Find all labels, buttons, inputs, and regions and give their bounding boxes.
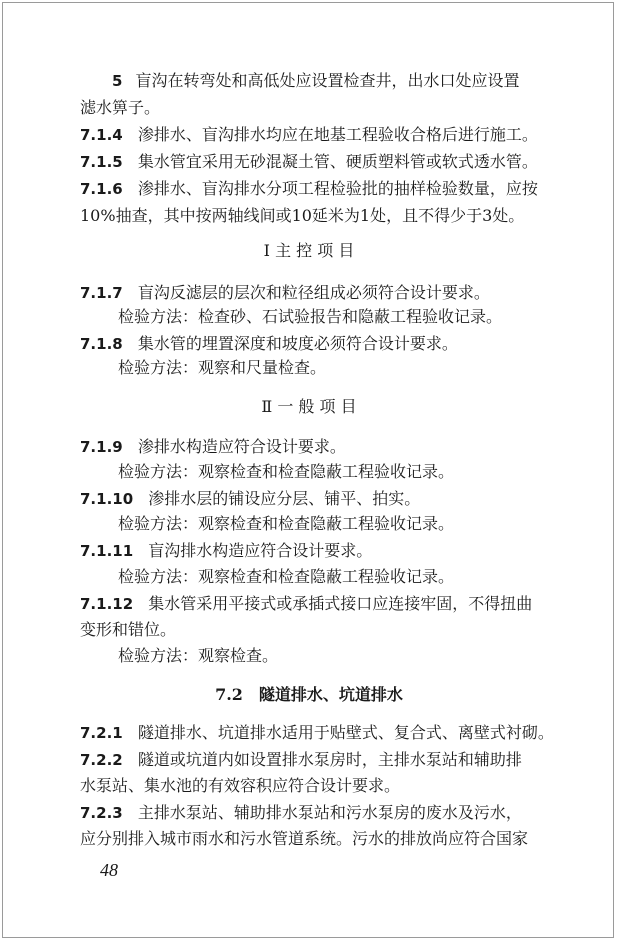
clause-text: 集水管宜采用无砂混凝土管、硬质塑料管或软式透水管。 <box>137 152 538 171</box>
inspection-method: 检验方法：观察检查和检查隐蔽工程验收记录。 <box>118 514 455 533</box>
item-number: 5 <box>112 72 123 90</box>
inspection-method: 检验方法：观察检查和检查隐蔽工程验收记录。 <box>118 567 455 586</box>
inspection-method: 检验方法：观察检查和检查隐蔽工程验收记录。 <box>118 462 455 481</box>
clause-number: 7.1.6 <box>80 180 123 198</box>
clause-text: 隧道或坑道内如设置排水泵房时，主排水泵站和辅助排 <box>137 750 522 769</box>
clause-text: 渗排水层的铺设应分层、铺平、拍实。 <box>148 489 421 508</box>
heading-general: Ⅱ 一 般 项 目 <box>261 397 357 416</box>
clause-7-1-10 <box>80 488 420 510</box>
clause-text: 集水管的埋置深度和坡度必须符合设计要求。 <box>137 334 458 353</box>
inspection-method: 检验方法：观察和尺量检查。 <box>118 358 327 377</box>
inspection-method: 检验方法：观察检查。 <box>118 646 279 665</box>
clause-text: 盲沟反滤层的层次和粒径组成必须符合设计要求。 <box>137 283 490 302</box>
clause-7-1-9 <box>80 436 346 458</box>
clause-number: 7.2.1 <box>80 724 123 742</box>
clause-item-5 <box>112 70 520 92</box>
clause-7-2-1 <box>80 722 554 744</box>
clause-number: 7.2.2 <box>80 751 123 769</box>
clause-number: 7.1.9 <box>80 438 123 456</box>
inspection-method: 检验方法：检查砂、石试验报告和隐蔽工程验收记录。 <box>118 307 503 326</box>
clause-text-cont: 变形和错位。 <box>80 620 177 639</box>
clause-7-1-5 <box>80 151 538 173</box>
clause-7-2-3 <box>80 802 522 824</box>
clause-text: 主排水泵站、辅助排水泵站和污水泵房的废水及污水， <box>137 803 522 822</box>
clause-number: 7.1.10 <box>80 490 134 508</box>
clause-text: 盲沟排水构造应符合设计要求。 <box>148 541 373 560</box>
clause-7-1-12 <box>80 593 532 615</box>
clause-number: 7.1.8 <box>80 335 123 353</box>
clause-7-1-7 <box>80 282 490 304</box>
clause-text: 集水管采用平接式或承插式接口应连接牢固，不得扭曲 <box>148 594 533 613</box>
clause-text: 隧道排水、坑道排水适用于贴壁式、复合式、离壁式衬砌。 <box>137 723 554 742</box>
clause-7-1-6 <box>80 178 538 200</box>
clause-number: 7.1.11 <box>80 542 134 560</box>
clause-7-2-2 <box>80 749 522 771</box>
clause-number: 7.1.7 <box>80 284 123 302</box>
clause-number: 7.1.4 <box>80 126 123 144</box>
clause-text: 渗排水、盲沟排水分项工程检验批的抽样检验数量，应按 <box>137 179 538 198</box>
page-number: 48 <box>100 860 118 880</box>
clause-number: 7.2.3 <box>80 804 123 822</box>
clause-7-1-4 <box>80 124 538 146</box>
clause-number: 7.1.12 <box>80 595 134 613</box>
clause-text-cont: 10%抽查，其中按两轴线间或10延米为1处，且不得少于3处。 <box>80 206 525 225</box>
clause-text-cont: 水泵站、集水池的有效容积应符合设计要求。 <box>80 776 401 795</box>
clause-text: 渗排水构造应符合设计要求。 <box>137 437 346 456</box>
clause-7-1-8 <box>80 333 458 355</box>
clause-text: 渗排水、盲沟排水均应在地基工程验收合格后进行施工。 <box>137 125 538 144</box>
heading-main-control: Ⅰ 主 控 项 目 <box>263 241 355 260</box>
section-heading-7-2: 7.2 隧道排水、坑道排水 <box>215 685 403 704</box>
clause-number: 7.1.5 <box>80 153 123 171</box>
clause-7-1-11 <box>80 540 372 562</box>
item-text-cont: 滤水箅子。 <box>80 98 161 117</box>
clause-text-cont: 应分别排入城市雨水和污水管道系统。污水的排放尚应符合国家 <box>80 829 529 848</box>
item-text: 盲沟在转弯处和高低处应设置检查井，出水口处应设置 <box>135 71 520 90</box>
